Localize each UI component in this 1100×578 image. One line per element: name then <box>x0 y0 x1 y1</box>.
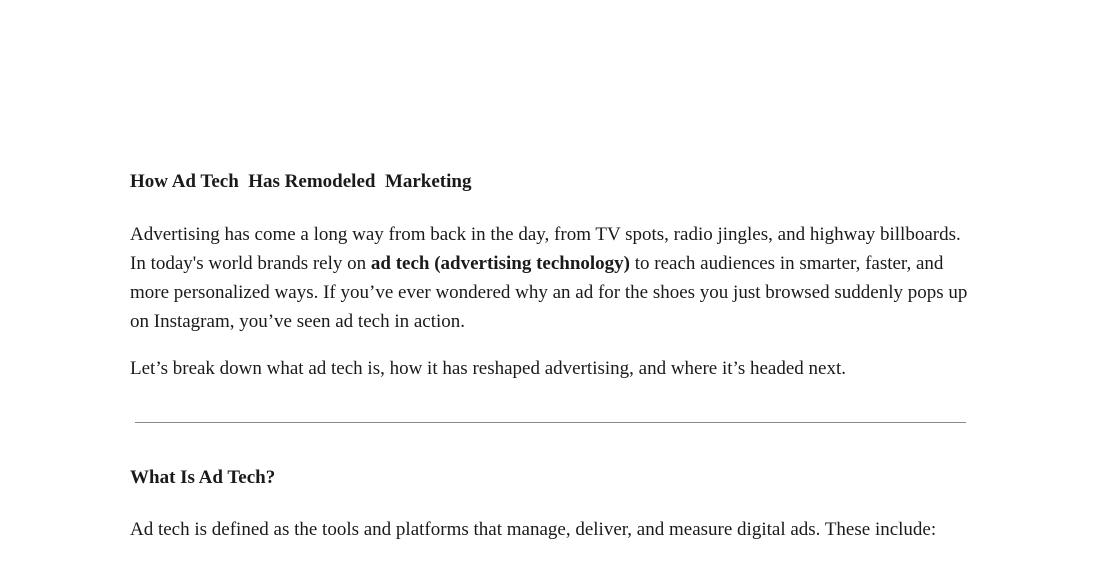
intro-paragraph <box>130 220 980 336</box>
intro-text-start: Advertising has come a long way from back in the day, from TV spots, radio jingles, and highway billboards. In today's world brands rely on <box>130 224 961 274</box>
definition-paragraph: Ad tech is defined as the tools and platforms that manage, deliver, and measure digital ads. These include: <box>130 519 937 540</box>
horizontal-divider <box>135 422 966 423</box>
section-heading: What Is Ad Tech? <box>130 467 276 488</box>
intro-bold-term: ad tech (advertising technology) <box>370 253 631 274</box>
article-title: How Ad Tech Has Remodeled Marketing <box>130 171 472 192</box>
intro-text-end: to reach audiences in smarter, faster, and more personalized ways. If you’ve ever wondered why an ad for the shoes you just browsed suddenly pops up on Instagram, you’ve seen ad tech in action. <box>130 253 968 332</box>
breakdown-paragraph: Let’s break down what ad tech is, how it has reshaped advertising, and where it’s headed next. <box>130 358 846 379</box>
